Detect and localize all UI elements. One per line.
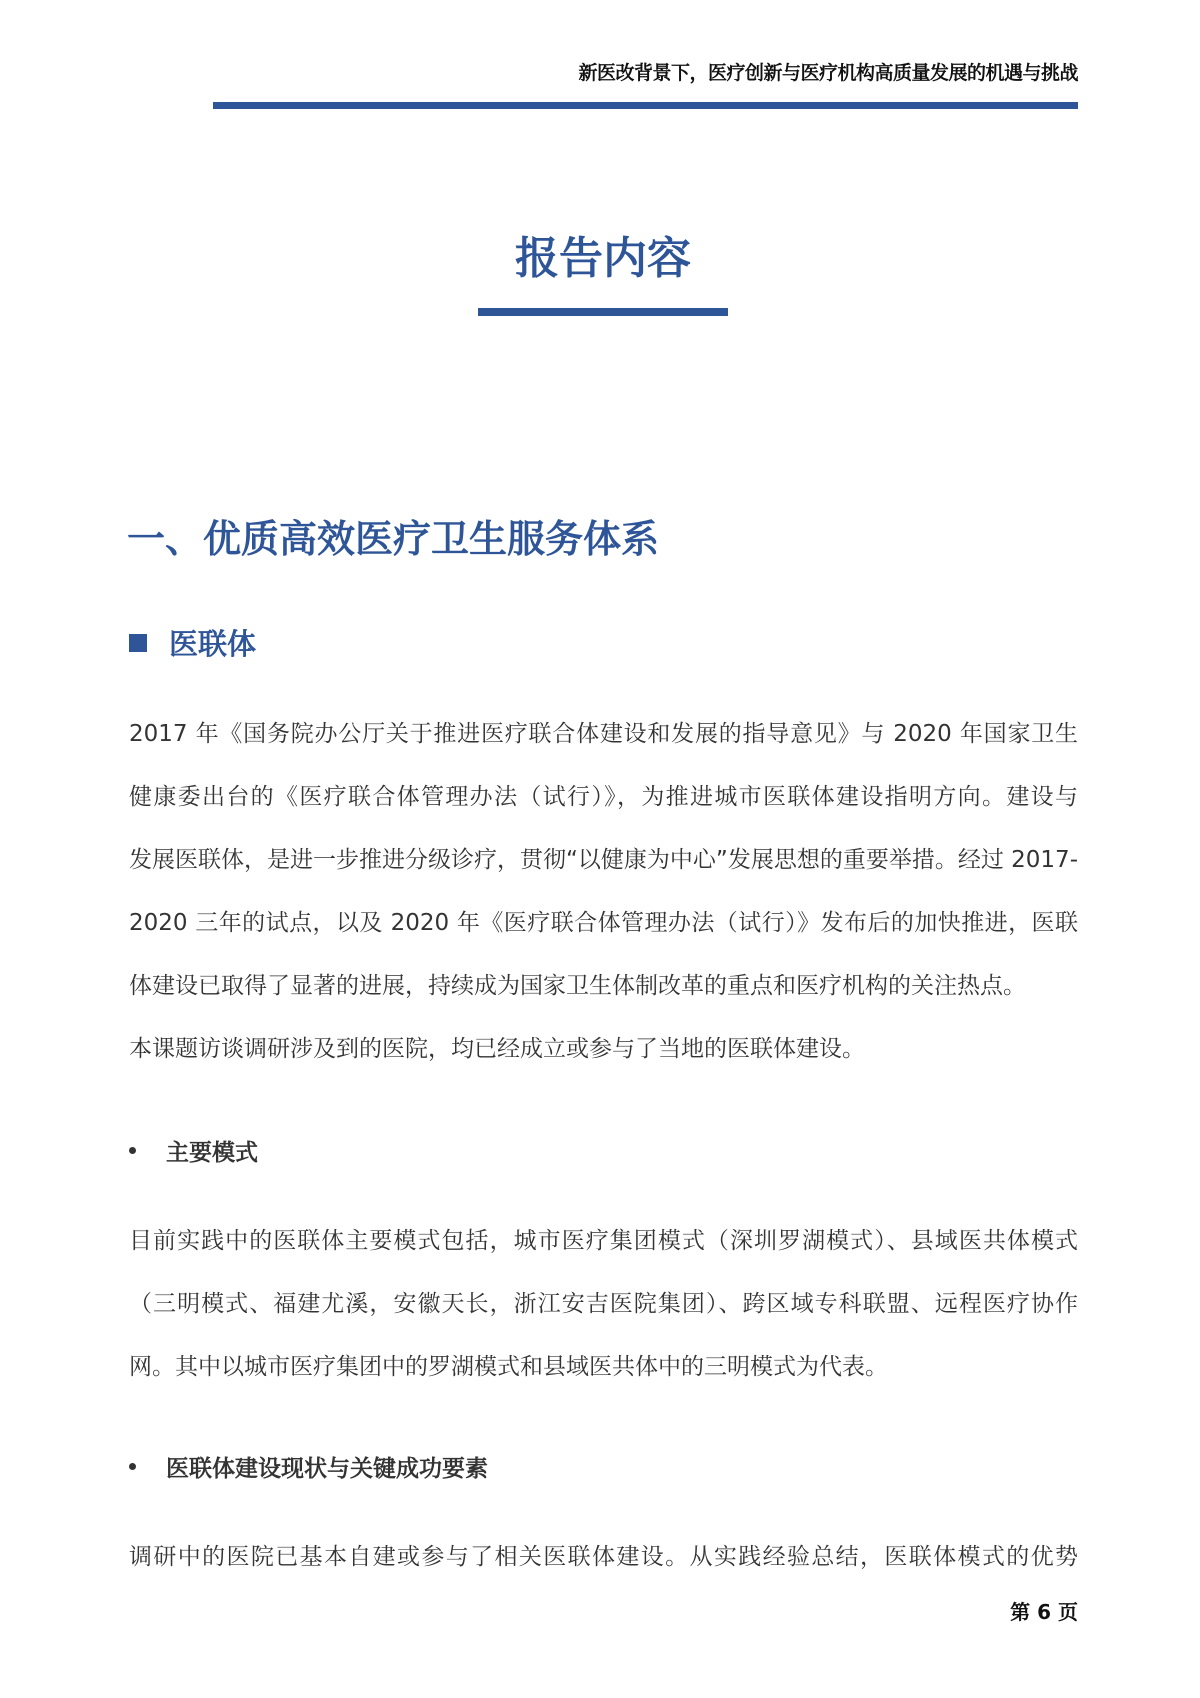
bullet-dot-icon: [129, 1463, 136, 1470]
text-line: 网。其中以城市医疗集团中的罗湖模式和县域医共体中的三明模式为代表。: [129, 1354, 888, 1380]
paragraph-3: [129, 1526, 1078, 1589]
text-line: 2017 年《国务院办公厅关于推进医疗联合体建设和发展的指导意见》与 2020 年国家卫生: [129, 721, 1078, 747]
text-line: 体建设已取得了显著的进展，持续成为国家卫生体制改革的重点和医疗机构的关注热点。: [129, 973, 1026, 999]
bullet-text: 主要模式: [166, 1140, 258, 1166]
subheading-text: 医联体: [169, 627, 257, 661]
text-line: 本课题访谈调研涉及到的医院，均已经成立或参与了当地的医联体建设。: [129, 1036, 865, 1062]
bullet-dot-icon: [129, 1147, 136, 1154]
section-heading: 一、优质高效医疗卫生服务体系: [127, 517, 660, 561]
text-line: 调研中的医院已基本自建或参与了相关医联体建设。从实践经验总结，医联体模式的优势: [129, 1544, 1078, 1570]
paragraph-1: [129, 703, 1078, 1081]
subheading: [129, 622, 256, 663]
page-number: 第 6 页: [1010, 1600, 1078, 1624]
bullet-text: 医联体建设现状与关键成功要素: [166, 1456, 488, 1482]
text-line: 发展医联体，是进一步推进分级诊疗，贯彻“以健康为中心”发展思想的重要举措。经过 2017-: [129, 847, 1078, 873]
bullet-heading-main-models: [129, 1134, 258, 1167]
bullet-heading-status: [129, 1450, 488, 1483]
text-line: 目前实践中的医联体主要模式包括，城市医疗集团模式（深圳罗湖模式）、县域医共体模式: [129, 1228, 1078, 1254]
text-line: 健康委出台的《医疗联合体管理办法（试行）》，为推进城市医联体建设指明方向。建设与: [129, 784, 1078, 810]
text-line: 2020 三年的试点，以及 2020 年《医疗联合体管理办法（试行）》发布后的加快推进，医联: [129, 910, 1078, 936]
header-rule: [213, 102, 1078, 109]
square-bullet-icon: [129, 634, 147, 652]
text-line: （三明模式、福建尤溪，安徽天长，浙江安吉医院集团）、跨区域专科联盟、远程医疗协作: [129, 1291, 1078, 1317]
title-underline: [478, 308, 728, 316]
paragraph-2: [129, 1210, 1078, 1399]
page-title: 报告内容: [515, 233, 691, 284]
running-header: 新医改背景下，医疗创新与医疗机构高质量发展的机遇与挑战: [578, 62, 1078, 84]
